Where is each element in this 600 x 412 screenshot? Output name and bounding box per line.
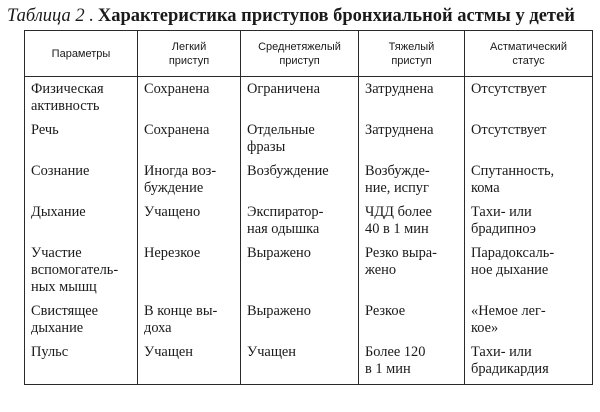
severe-cell: Резко выра- жено [359, 245, 465, 303]
status-cell: «Немое лег- кое» [465, 303, 593, 344]
column-header-status: Астматический статус [465, 31, 593, 77]
column-header-mild: Легкий приступ [138, 31, 241, 77]
table-row [25, 204, 593, 245]
severe-cell: Более 120 в 1 мин [359, 344, 465, 385]
table-row [25, 303, 593, 344]
column-header-moderate: Среднетяжелый приступ [241, 31, 359, 77]
table-row [25, 245, 593, 303]
severe-cell: Возбужде- ние, испуг [359, 163, 465, 204]
mild-cell: Учащен [138, 344, 241, 385]
severe-cell: Затруднена [359, 122, 465, 163]
moderate-cell: Выражено [241, 303, 359, 344]
header-row [25, 31, 593, 77]
mild-cell: Сохранена [138, 77, 241, 123]
moderate-cell: Возбуждение [241, 163, 359, 204]
table-row [25, 77, 593, 123]
column-header-severe: Тяжелый приступ [359, 31, 465, 77]
status-cell: Отсутствует [465, 122, 593, 163]
parameter-cell: Сознание [25, 163, 138, 204]
table-title: Характеристика приступов бронхиальной астмы у детей [97, 6, 575, 26]
moderate-cell: Отдельные фразы [241, 122, 359, 163]
moderate-cell: Ограничена [241, 77, 359, 123]
table-row [25, 344, 593, 385]
parameter-cell: Дыхание [25, 204, 138, 245]
severe-cell: Затруднена [359, 77, 465, 123]
column-header-parameters: Параметры [25, 31, 138, 77]
table-number: Таблица 2 . [7, 6, 94, 26]
parameter-cell: Свистящее дыхание [25, 303, 138, 344]
severe-cell: Резкое [359, 303, 465, 344]
status-cell: Тахи- или брадипноэ [465, 204, 593, 245]
mild-cell: Учащено [138, 204, 241, 245]
moderate-cell: Учащен [241, 344, 359, 385]
status-cell: Парадоксаль- ное дыхание [465, 245, 593, 303]
table-row [25, 163, 593, 204]
moderate-cell: Экспиратор- ная одышка [241, 204, 359, 245]
table-caption [7, 4, 597, 28]
parameter-cell: Физическая активность [25, 77, 138, 123]
mild-cell: В конце вы- доха [138, 303, 241, 344]
parameter-cell: Участие вспомогатель- ных мышц [25, 245, 138, 303]
parameter-cell: Пульс [25, 344, 138, 385]
moderate-cell: Выражено [241, 245, 359, 303]
parameter-cell: Речь [25, 122, 138, 163]
asthma-attack-table [24, 30, 593, 385]
severe-cell: ЧДД более 40 в 1 мин [359, 204, 465, 245]
mild-cell: Нерезкое [138, 245, 241, 303]
status-cell: Отсутствует [465, 77, 593, 123]
mild-cell: Иногда воз- буждение [138, 163, 241, 204]
table-row [25, 122, 593, 163]
mild-cell: Сохранена [138, 122, 241, 163]
status-cell: Тахи- или брадикардия [465, 344, 593, 385]
status-cell: Спутанность, кома [465, 163, 593, 204]
